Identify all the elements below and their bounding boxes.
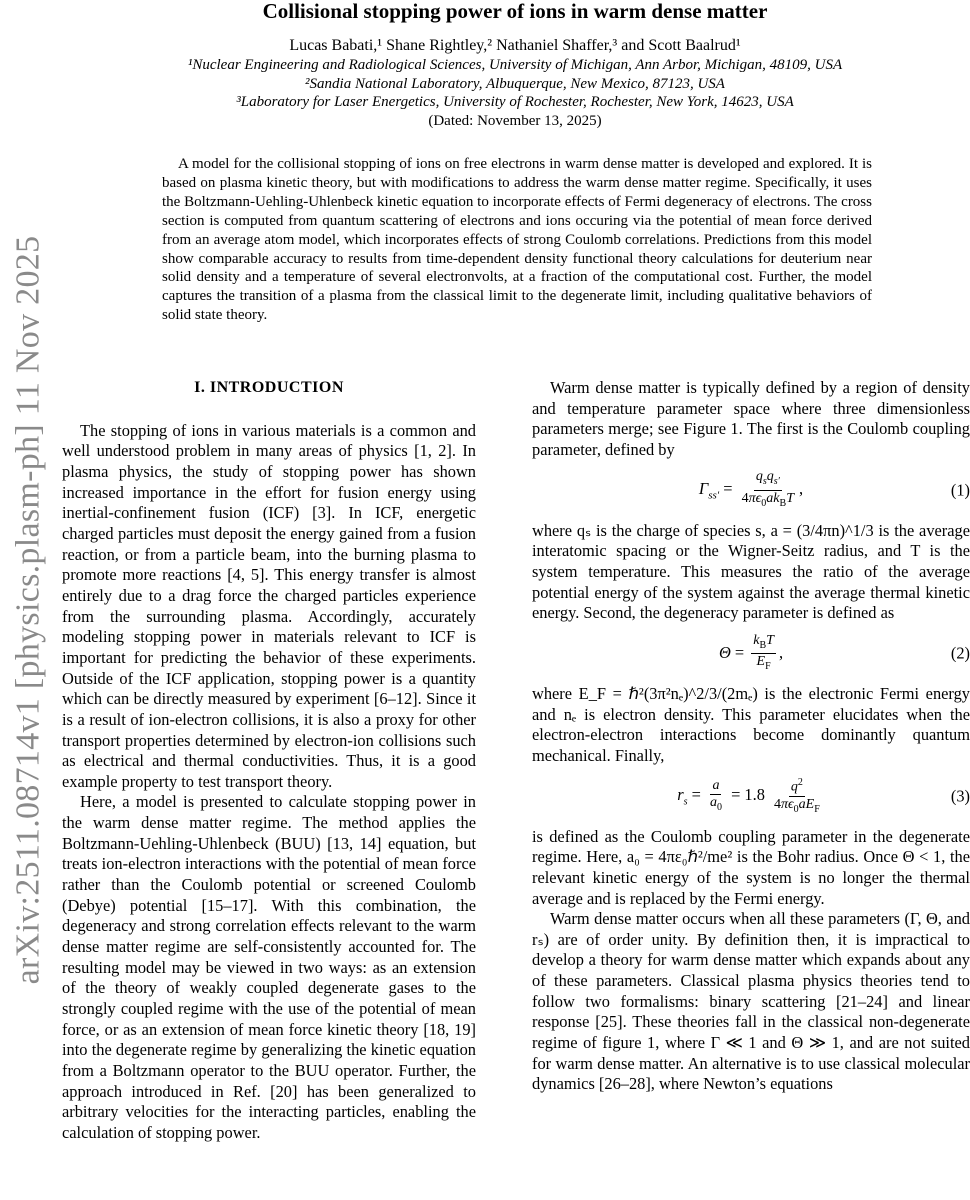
right-paragraph-2: where qₛ is the charge of species s, a = (3/4πn)^1/3 is the average interatomic spacing or the Wigner-Seitz radius, and T is the system temperature. This measures the ratio of the average potential energy of the system against the average thermal kinetic energy. Second, the degeneracy parameter is defined as [532, 520, 970, 623]
arxiv-identifier-text: arXiv:2511.08714v1 [physics.plasm-ph] 11 Nov 2025 [9, 235, 46, 985]
affiliation-1: ¹Nuclear Engineering and Radiological Sciences, University of Michigan, Ann Arbor, Michigan, 48109, USA [187, 57, 843, 73]
paper-header [60, 0, 970, 130]
right-paragraph-4: is defined as the Coulomb coupling parameter in the degenerate regime. Here, a₀ = 4πε₀ℏ²/me² is the Bohr radius. Once Θ < 1, the relevant kinetic energy of the system is no longer the thermal average and is replaced by the Fermi energy. [532, 826, 970, 908]
abstract: A model for the collisional stopping of ions on free electrons in warm dense matter is developed and explored. It is based on plasma kinetic theory, but with modifications to address the warm dense matter regime. Specifically, it uses the Boltzmann-Uehling-Uhlenbeck kinetic equation to incorporate effects of Fermi degeneracy of electrons. The cross section is computed from quantum scattering of electrons and ions occuring via the potential of mean force derived from an average atom model, which incorporates effects of strong Coulomb correlations. Predictions from this model show comparable accuracy to results from time-dependent density functional theory calculations for deuterium near solid density and a temperature of several electronvolts, at a fraction of the computational cost. Further, the model captures the transition of a plasma from the classical limit to the degenerate limit, including qualitative behaviors of solid state theory. [162, 156, 872, 324]
equation-1-coulomb-coupling: $\Gamma_{ss'}$ = $\frac{q_sq_{s'}}{4\pi\epsilon_0ak_BT}$ , (1) [698, 469, 970, 509]
paper-title: Collisional stopping power of ions in warm dense matter [262, 0, 768, 23]
equation-3-rs: $r_s$ = $\frac{a}{a_0}$ = 1.8 $\frac{q^2}{4\pi\epsilon_0aE_F}$ (3) [677, 777, 970, 815]
right-column [532, 378, 970, 1095]
author-list: Lucas Babati,¹ Shane Rightley,² Nathaniel Shaffer,³ and Scott Baalrud¹ [289, 37, 741, 54]
right-paragraph-3: where E_F = ℏ²(3π²nₑ)^2/3/(2mₑ) is the electronic Fermi energy and nₑ is electron density. This parameter elucidates when the electron-electron interactions become dominantly quantum mechanical. Finally, [532, 683, 970, 765]
equation-3-number: (3) [950, 786, 970, 806]
intro-paragraph-1: The stopping of ions in various materials is a common and well understood problem in many areas of physics [1, 2]. In plasma physics, the study of stopping power has shown increased importance in the effort for fusion energy using inertial-confinement fusion (ICF) [3]. In ICF, energetic charged particles must deposit the energy gained from a fusion reaction, or from a particle beam, into the burning plasma to promote more reactions [4, 5]. This energy transfer is almost entirely due to a drag force the charged particles experience from the surrounding plasma. Accordingly, accurately modeling stopping power in materials relevant to ICF is important for predicting the behavior of these experiments. Outside of the ICF application, stopping power is a quantity which can be directly measured by experiment [6–12]. Since it is a result of ion-electron collisions, it is also a proxy for other transport properties determined by electron-ion collisions such as electrical and thermal conductivities. Thus, it is a good example property to test transport theory. [62, 420, 476, 791]
section-heading-introduction: I. INTRODUCTION [194, 379, 344, 396]
intro-paragraph-2: Here, a model is presented to calculate stopping power in the warm dense matter regime. The method applies the Boltzmann-Uehling-Uhlenbeck (BUU) [13, 14] equation, but treats ion-electron interactions with the potential of mean force rather than the Coulomb potential or screened Coulomb (Debye) potential [15–17]. With this combination, the degeneracy and strong correlation effects relevant to the warm dense matter regime are self-consistently accounted for. The resulting model may be viewed in two ways: as an extension of the theory of weakly coupled degenerate gases to the strongly coupled regime with the use of the potential of mean force, or as an extension of mean force kinetic theory [18, 19] into the degenerate regime by generalizing the kinetic equation from a Boltzmann operator to the BUU operator. Further, the approach introduced in Ref. [20] has been generalized to arbitrary velocities for the interacting particles, enabling the calculation of stopping power. [62, 792, 476, 1142]
arxiv-identifier-stamp [8, 195, 48, 1025]
right-paragraph-5: Warm dense matter occurs when all these parameters (Γ, Θ, and rₛ) are of order unity. By definition then, it is impractical to develop a theory for warm dense matter which expands about any of these parameters. Classical plasma physics theories tend to follow two formalisms: binary scattering [21–24] and linear response [25]. These theories fall in the classical non-degenerate regime of figure 1, where Γ ≪ 1 and Θ ≫ 1, and are not suited for warm dense matter. An alternative is to use classical molecular dynamics [26–28], where Newton’s equations [532, 909, 970, 1094]
equation-1-number: (1) [950, 480, 970, 500]
right-paragraph-1: Warm dense matter is typically defined by a region of density and temperature parameter space where three dimensionless parameters merge; see Figure 1. The first is the Coulomb coupling parameter, defined by [532, 378, 970, 459]
affiliation-3: ³Laboratory for Laser Energetics, University of Rochester, Rochester, New York, 14623, USA [236, 94, 794, 110]
equation-2-degeneracy: Θ = $\frac{k_BT}{E_F}$ , (2) [718, 632, 970, 673]
date-line: (Dated: November 13, 2025) [428, 112, 602, 129]
equation-2-number: (2) [950, 643, 970, 663]
affiliation-2: ²Sandia National Laboratory, Albuquerque, New Mexico, 87123, USA [305, 75, 725, 92]
left-column [62, 378, 476, 1144]
